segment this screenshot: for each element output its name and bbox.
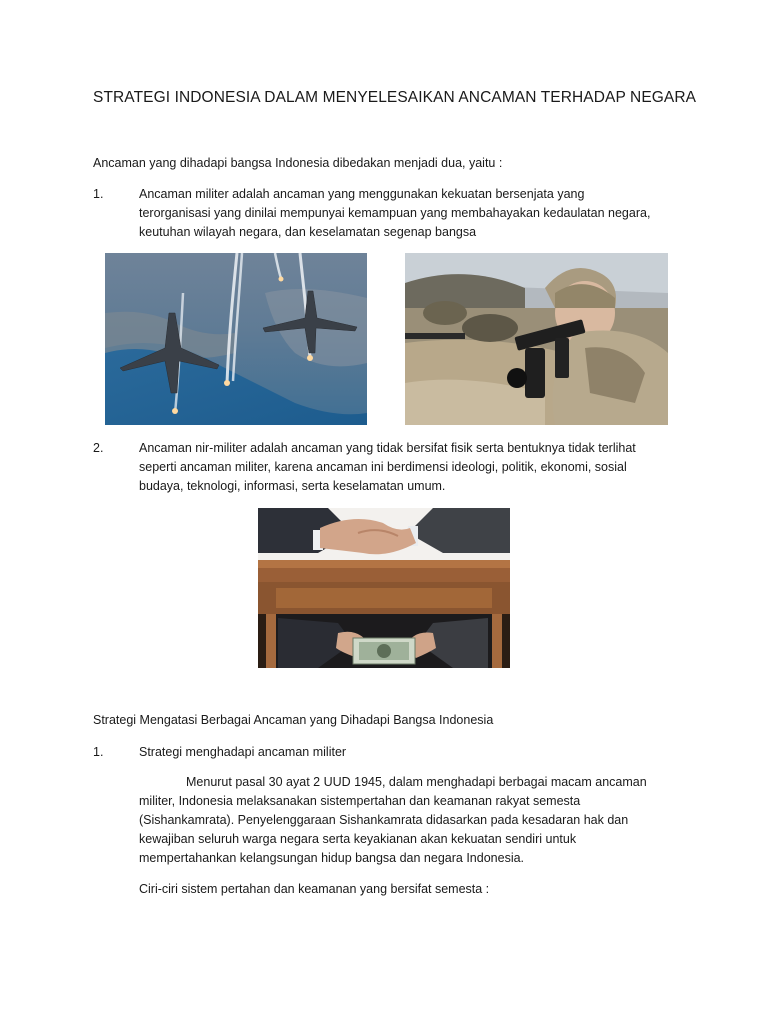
fighter-jets-image (105, 253, 367, 425)
strategy-1-title: Strategi menghadapi ancaman militer (139, 745, 347, 759)
strategy-1-number: 1. (93, 745, 104, 759)
intro-text: Ancaman yang dihadapi bangsa Indonesia dibedakan menjadi dua, yaitu : (93, 156, 503, 170)
item-1-number: 1. (93, 187, 104, 201)
item-2-line: Ancaman nir-militer adalah ancaman yang tidak bersifat fisik serta bentuknya tidak terlihat (139, 441, 636, 455)
item-1-line: Ancaman militer adalah ancaman yang menggunakan kekuatan bersenjata yang (139, 187, 585, 201)
paragraph-line: kewajiban seluruh warga negara serta keyakianan akan kekuatan sendiri untuk (139, 832, 577, 846)
item-2-line: budaya, teknologi, informasi, serta keselamatan umum. (139, 479, 446, 493)
item-2-number: 2. (93, 441, 104, 455)
item-1-text (139, 185, 650, 242)
item-1-line: keutuhan wilayah negara, dan keselamatan segenap bangsa (139, 225, 477, 239)
paragraph-line: (Sishankamrata). Penyelenggaraan Sishankamrata didasarkan pada kesadaran hak dan (139, 813, 629, 827)
paragraph-line: Menurut pasal 30 ayat 2 UUD 1945, dalam menghadapi berbagai macam ancaman (186, 775, 647, 789)
paragraph-line: militer, Indonesia melaksanakan sistempertahan dan keamanan rakyat semesta (139, 794, 581, 808)
section-2-heading: Strategi Mengatasi Berbagai Ancaman yang Dihadapi Bangsa Indonesia (93, 713, 494, 727)
item-2-line: seperti ancaman militer, karena ancaman ini berdimensi ideologi, politik, ekonomi, sosial (139, 460, 627, 474)
handshake-bribery-image (258, 508, 510, 668)
strategy-1-paragraph (139, 773, 647, 868)
paragraph-line: mempertahankan kelangsungan hidup bangsa dan negara Indonesia. (139, 851, 525, 865)
item-1-line: terorganisasi yang dinilai mempunyai kemampuan yang membahayakan kedaulatan negara, (139, 206, 651, 220)
characteristics-heading: Ciri-ciri sistem pertahan dan keamanan yang bersifat semesta : (139, 882, 490, 896)
document-title: STRATEGI INDONESIA DALAM MENYELESAIKAN ANCAMAN TERHADAP NEGARA (93, 89, 697, 106)
item-2-text (139, 439, 636, 496)
soldiers-image (405, 253, 668, 425)
